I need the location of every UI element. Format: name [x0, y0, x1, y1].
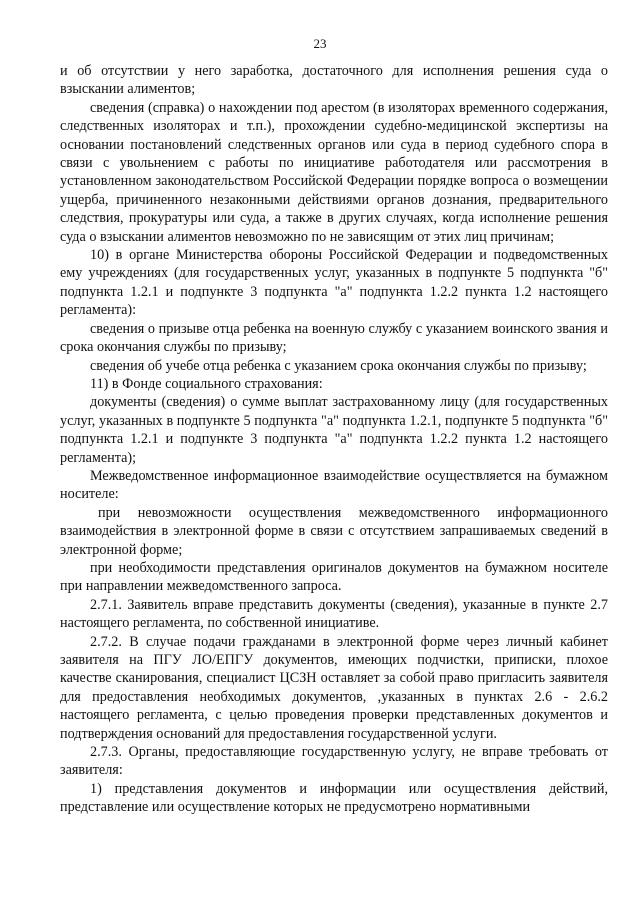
paragraph-2-7-3: 2.7.3. Органы, предоставляющие государственную услугу, не вправе требовать от заявителя:	[60, 744, 608, 779]
paragraph-electronic-impossible: при невозможности осуществления межведомственного информационного взаимодействия в электронной форме в связи с отсутствием запрашиваемых сведений в электронной форме;	[60, 504, 608, 558]
paragraph-insured-payments: документы (сведения) о сумме выплат застрахованному лицу (для государственных услуг, указанных в подпункте 5 подпункта "а" подпункта 1.2.1, подпункте 5 подпункта "б" подпункта 1.2.1 и подпункте 3 подпункта "а" подпункта 1.2.2 пункта 1.2 настоящего регламента);	[60, 394, 608, 466]
paragraph-paper-interaction: Межведомственное информационное взаимодействие осуществляется на бумажном носителе:	[60, 467, 608, 503]
paragraph-item-11-social-insurance: 11) в Фонде социального страхования:	[90, 375, 323, 392]
paragraph-item-10-defense-ministry: 10) в органе Министерства обороны Российской Федерации и подведомственных ему учреждениях (для государственных услуг, указанных в подпункте 5 подпункта "б" подпункта 1.2.1 и подпункте 3 подпункта "а" подпункта 1.2.2 пункта 1.2 настоящего регламента):	[60, 247, 608, 319]
paragraph-list-item-1: 1) представления документов и информации или осуществления действий, представление или осуществление которых не предусмотрено нормативными	[60, 780, 608, 816]
paragraph-2-7-2: 2.7.2. В случае подачи гражданами в электронной форме через личный кабинет заявителя на ПГУ ЛО/ЕПГУ документов, имеющих подчистки, приписки, плохое качестве сканирования, специалист ЦСЗН оставляет за собой право пригласить заявителя для предоставления необходимых документов, ,указанных в пунктах 2.6 - 2.6.2 настоящего регламента, с целью проведения проверки представленных документов и подтверждения оснований для предоставления государственной услуги.	[60, 633, 608, 742]
document-body	[60, 62, 608, 817]
paragraph-2-7-1: 2.7.1. Заявитель вправе представить документы (сведения), указанные в пункте 2.7 настоящего регламента, по собственной инициативе.	[60, 596, 608, 632]
paragraph-originals-required: при необходимости представления оригиналов документов на бумажном носителе при направлении межведомственного запроса.	[60, 559, 608, 595]
paragraph-father-studies: сведения об учебе отца ребенка с указанием срока окончания службы по призыву;	[90, 357, 587, 374]
paragraph-military-conscription: сведения о призыве отца ребенка на военную службу с указанием воинского звания и срока окончания службы по призыву;	[60, 320, 608, 356]
page-number: 23	[313, 36, 327, 51]
paragraph-alimony-earnings: и об отсутствии у него заработка, достаточного для исполнения решения суда о взыскании алиментов;	[60, 63, 608, 98]
paragraph-arrest-certificate: сведения (справка) о нахождении под арестом (в изоляторах временного содержания, следственных изоляторах и т.п.), прохождении судебно-медицинской экспертизы на основании постановлений следственных органов или суда в период судебного спора в связи с увольнением с работы по инициативе работодателя или рассмотрения в установленном законодательством Российской Федерации порядке вопроса о возмещении ущерба, причиненного незаконными действиями органов дознания, предварительного следствия, прокуратуры или суда, а также в других случаях, когда исполнение решения суда о взыскании алиментов невозможно по не зависящим от этих лиц причинам;	[60, 99, 608, 245]
